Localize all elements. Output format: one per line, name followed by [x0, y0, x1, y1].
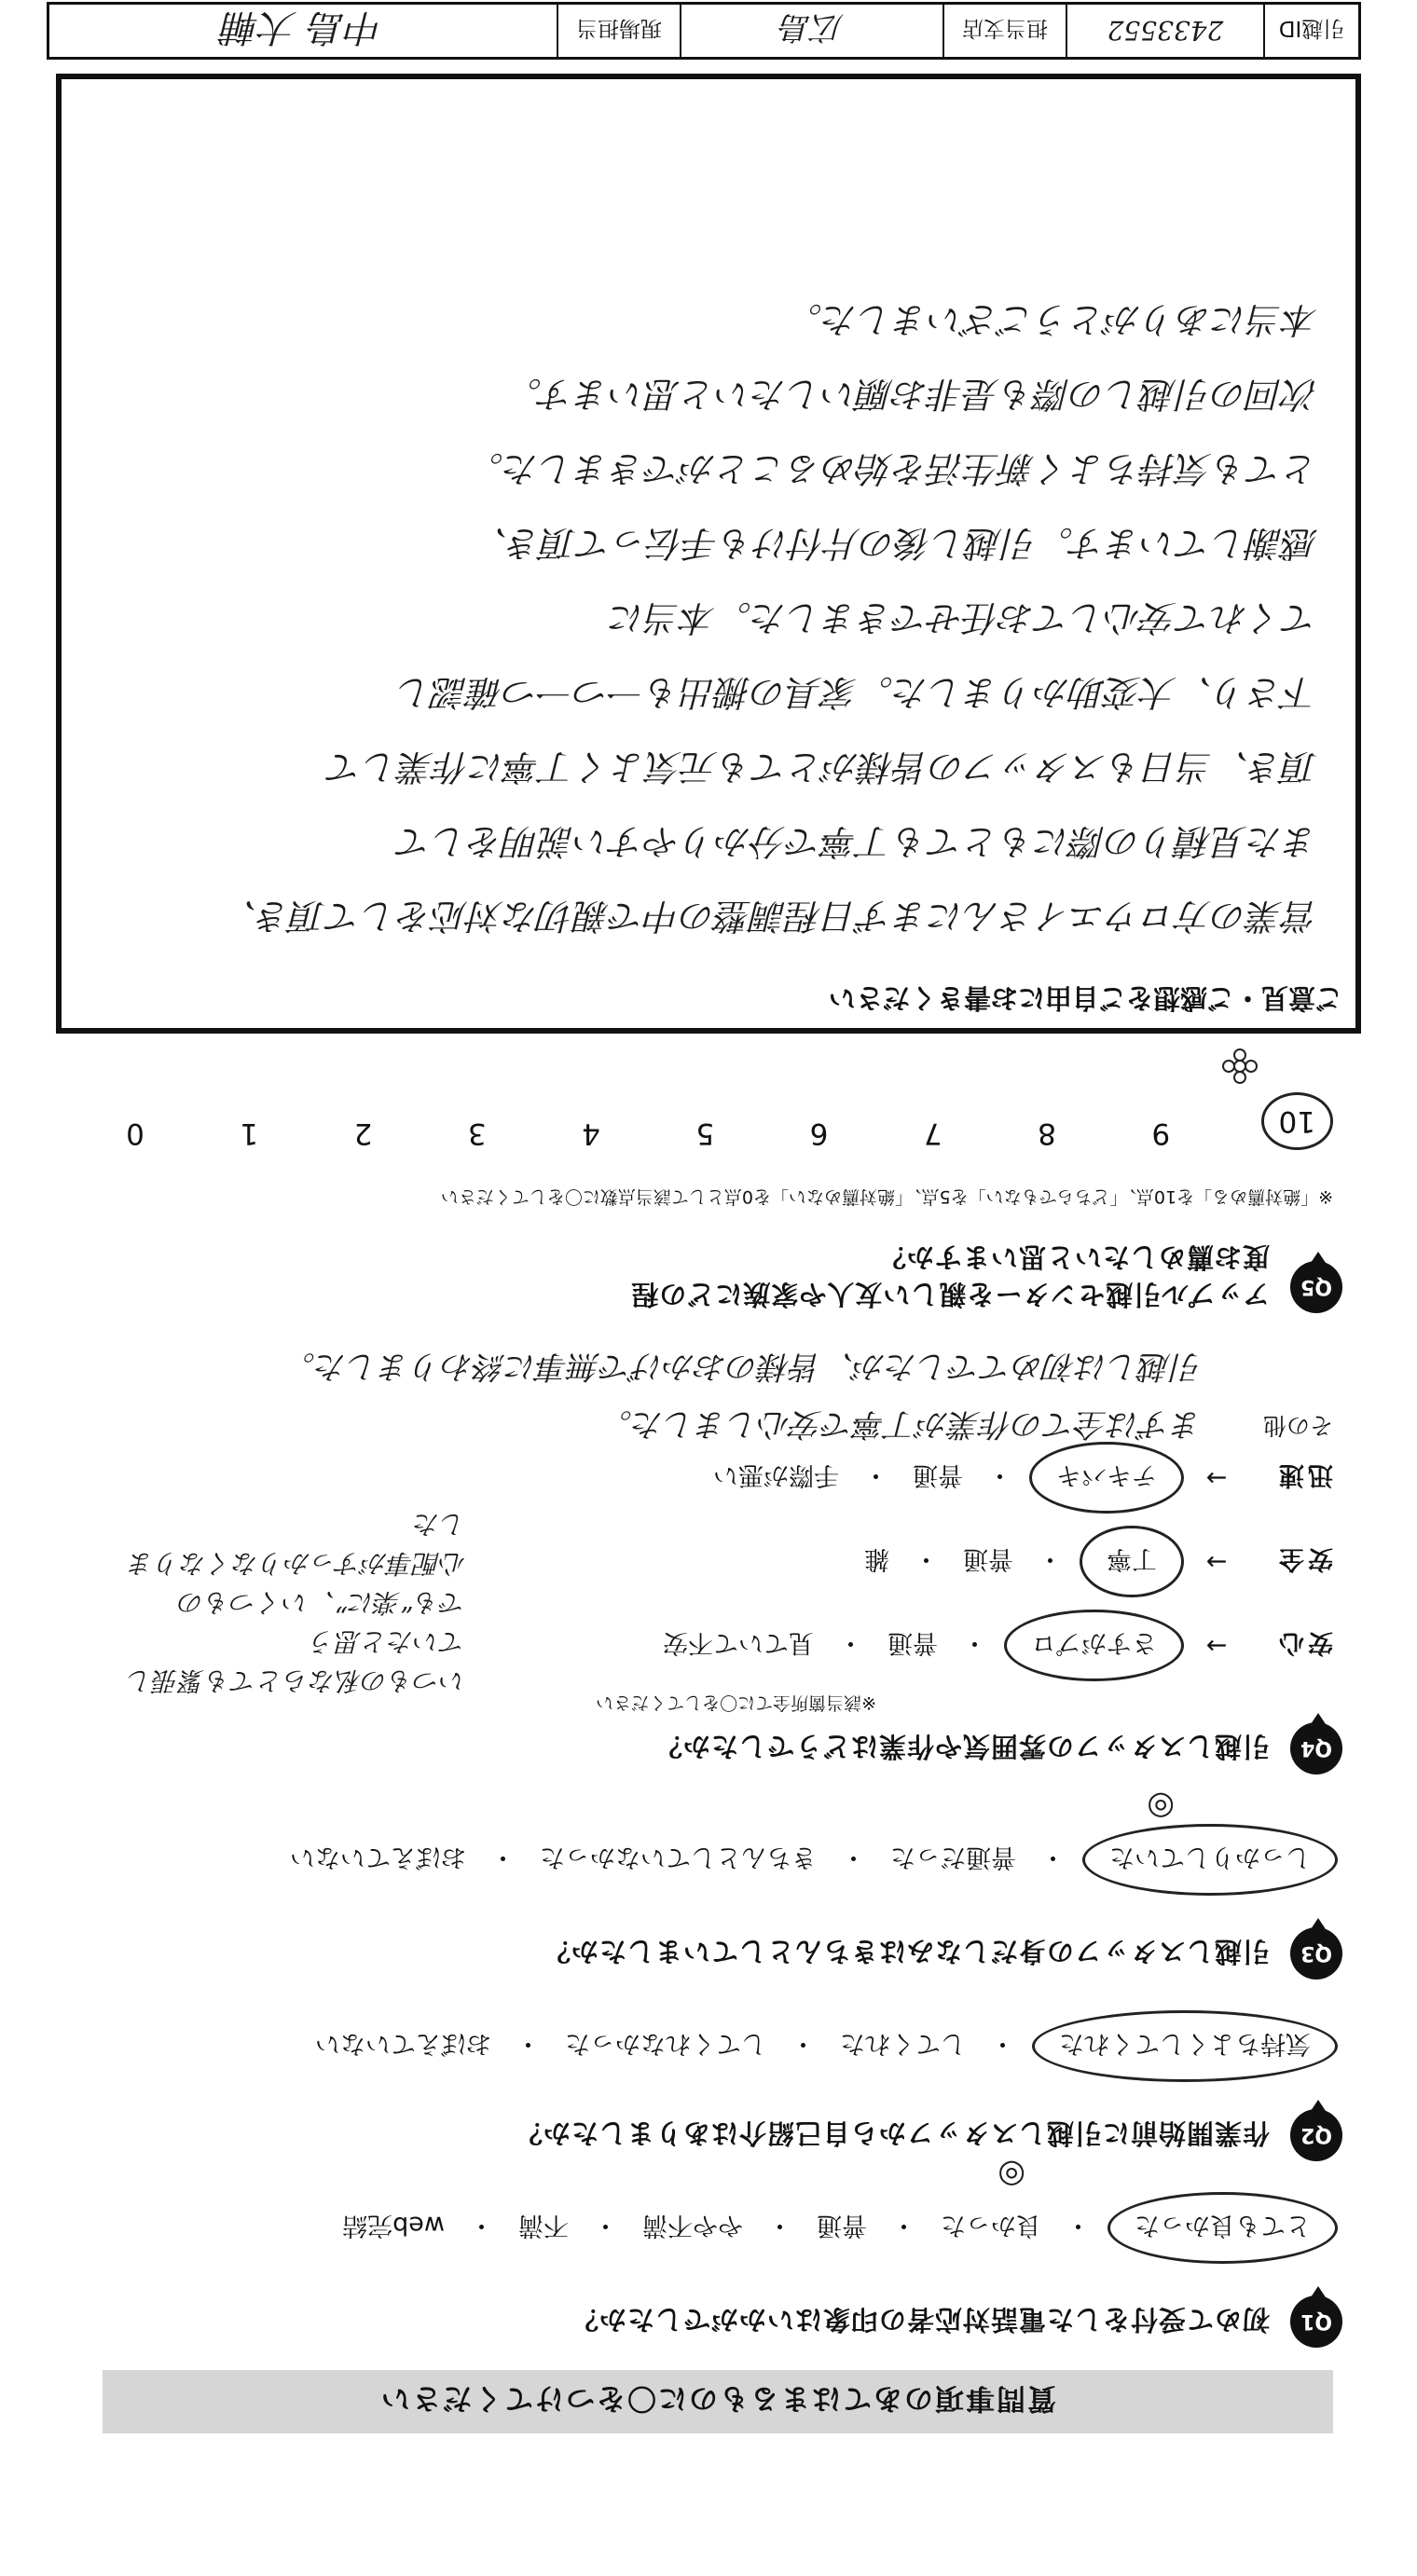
side-note-line: でも“楽に”、いくつもの	[178, 1587, 466, 1618]
q4-handwritten-side-note	[112, 1504, 466, 1700]
arrow-right-icon: →	[1205, 1463, 1228, 1492]
q4-row-speed: 迅速 → テキパキ ・ 普通 ・ 手際が悪い	[706, 1442, 1333, 1514]
q1-option-2[interactable]: 普通	[817, 2211, 867, 2240]
q5-text: アップル引越センターを親しい友人や家族にどの程度お薦めしたいと思いますか？	[630, 1241, 1270, 1310]
q4-row-safety: 安全 → 丁寧 ・ 普通 ・ 雑	[857, 1526, 1333, 1597]
q3-text: 引越しスタッフの身だしなみはきちんとしていましたか？	[542, 1936, 1270, 1968]
score-10[interactable]: 10	[1261, 1092, 1333, 1150]
id-value: 2433552	[1066, 5, 1263, 57]
score-4[interactable]: 4	[582, 1117, 600, 1150]
branch-label: 担当支店	[942, 5, 1066, 57]
q2-badge: Q2	[1290, 2109, 1342, 2161]
q1-option-4[interactable]: 不満	[518, 2211, 569, 2240]
q3-option-3[interactable]: おぼえていない	[290, 1843, 466, 1871]
q1-option-1[interactable]: 良かった	[941, 2211, 1041, 2240]
q4-row-1-option-0[interactable]: 丁寧	[1080, 1526, 1184, 1597]
free-comment-title: ご意見・ご感想をご自由にお書きください	[828, 982, 1342, 1014]
q2-text: 作業開始前に引越しスタッフから自己紹介はありましたか？	[514, 2117, 1270, 2150]
q4-note: ※該当箇所全てに〇をしてください	[596, 1692, 876, 1713]
question-4	[75, 1722, 1342, 1774]
q1-option-5[interactable]: web完結	[342, 2211, 445, 2240]
branch-value: 広島	[680, 5, 942, 57]
side-note-line: いつもの私ならとても緊張していたと思う	[126, 1626, 466, 1696]
comment-line: また見積りの際にもとても丁寧で分かりやすい説明をして	[396, 821, 1318, 862]
q4-row-1-option-1[interactable]: 普通	[963, 1544, 1013, 1573]
q4-row-0-category: 安心	[1275, 1628, 1333, 1657]
q1-options: とても良かった ・ 良かった ・ 普通 ・ やや不満 ・ 不満 ・ web完結	[70, 2192, 1338, 2264]
q2-option-0[interactable]: 気持ちよくしてくれた	[1032, 2010, 1338, 2082]
free-comment-box	[56, 74, 1361, 1034]
q4-row-2-option-2[interactable]: 手際が悪い	[713, 1460, 839, 1489]
comment-line: てくれて安心してお任せできました。本当に	[609, 597, 1318, 638]
q3-options: しっかりしていた ・ 普通だった ・ きちんとしていなかった ・ おぼえていない	[70, 1824, 1338, 1896]
question-2	[75, 2109, 1342, 2161]
q3-option-0[interactable]: しっかりしていた	[1082, 1824, 1338, 1896]
leader-value: 中島 大輔	[222, 6, 384, 49]
other-text-line: まずは全ての作業が丁寧で安心しました。	[600, 1405, 1203, 1443]
leader-label: 現場担当	[557, 5, 680, 57]
q3-option-2[interactable]: きちんとしていなかった	[540, 1843, 817, 1871]
flower-doodle-icon	[1221, 1048, 1259, 1085]
q1-double-circle-mark: ◎	[997, 2157, 1025, 2194]
q4-badge: Q4	[1290, 1722, 1342, 1774]
q5-score-scale	[121, 1092, 1333, 1150]
q4-row-0-option-0[interactable]: さすがプロ	[1004, 1610, 1184, 1681]
q3-badge: Q3	[1290, 1927, 1342, 1980]
arrow-right-icon: →	[1205, 1547, 1228, 1576]
q4-text: 引越しスタッフの雰囲気や作業はどうでしたか？	[653, 1731, 1270, 1763]
q1-text: 初めて受付をした電話対応者の印象はいかがでしたか？	[570, 2304, 1270, 2336]
question-3	[75, 1927, 1342, 1980]
comment-line: 本当にありがとうございました。	[786, 299, 1318, 340]
comment-line: 感謝しています。引越し後の片付けも手伝って頂き、	[472, 523, 1318, 564]
score-8[interactable]: 8	[1038, 1117, 1056, 1150]
other-text-line: 引越しは初めてでしたが、皆様のおかげで無事に終わりました。	[283, 1348, 1203, 1385]
instruction-banner: 質問事項のあてはまるものに〇をつけてください	[103, 2370, 1333, 2433]
q4-row-2-category: 迅速	[1275, 1460, 1333, 1489]
question-1	[75, 2295, 1342, 2348]
score-6[interactable]: 6	[809, 1117, 829, 1150]
score-5[interactable]: 5	[695, 1117, 715, 1150]
q4-row-2-option-1[interactable]: 普通	[913, 1460, 963, 1489]
free-comment-text	[88, 282, 1318, 953]
q5-note: ※「絶対薦める」を10点、「どちらでもない」を5点、「絶対薦めない」を0点として該当点数に〇をしてください	[440, 1186, 1333, 1207]
q2-options: 気持ちよくしてくれた ・ してくれた ・ してくれなかった ・ おぼえていない	[70, 2010, 1338, 2082]
q1-badge: Q1	[1290, 2295, 1342, 2348]
score-3[interactable]: 3	[467, 1117, 487, 1150]
q4-row-safety-feel: 安心 → さすがプロ ・ 普通 ・ 見ていて不安	[655, 1610, 1333, 1681]
footer-info-table	[47, 2, 1361, 60]
score-1[interactable]: 1	[240, 1117, 259, 1150]
q3-option-1[interactable]: 普通だった	[890, 1843, 1016, 1871]
q1-option-3[interactable]: やや不満	[642, 2211, 743, 2240]
q4-other-label: その他	[1262, 1412, 1333, 1439]
comment-line: 次回の引越しの際も是非お願いしたいと思います。	[506, 374, 1318, 415]
q5-badge: Q5	[1290, 1261, 1342, 1313]
arrow-right-icon: →	[1205, 1631, 1228, 1660]
q4-other-text	[103, 1337, 1203, 1453]
comment-line: 下さり、大変助かりました。家具の搬出も一つ一つ確認し	[396, 672, 1318, 713]
q4-row-1-option-2[interactable]: 雑	[864, 1544, 889, 1573]
score-0[interactable]: 0	[126, 1117, 144, 1150]
comment-line: 営業の方ロウエイさんにまず日程調整の中で親切な対応をして頂き、	[221, 896, 1318, 937]
q4-row-0-option-1[interactable]: 普通	[887, 1628, 938, 1657]
score-7[interactable]: 7	[923, 1117, 942, 1150]
question-5	[75, 1239, 1342, 1313]
q4-row-1-category: 安全	[1275, 1544, 1333, 1573]
q1-option-0[interactable]: とても良かった	[1107, 2192, 1338, 2264]
score-2[interactable]: 2	[353, 1117, 373, 1150]
q4-row-0-option-2[interactable]: 見ていて不安	[663, 1628, 814, 1657]
q2-option-2[interactable]: してくれなかった	[565, 2029, 766, 2058]
score-9[interactable]: 9	[1151, 1117, 1171, 1150]
comment-line: 頂き、当日もスタッフの皆様がとても元気よく丁寧に作業して	[327, 747, 1318, 788]
id-label: 引越ID	[1263, 5, 1358, 57]
comment-line: とても気持ちよく新生活を始めることができました。	[467, 448, 1318, 489]
q2-option-3[interactable]: おぼえていない	[315, 2029, 491, 2058]
q3-double-circle-mark: ◎	[1147, 1788, 1175, 1826]
q4-row-2-option-0[interactable]: テキパキ	[1029, 1442, 1184, 1514]
side-note-line: 心配事がすっかりなくなりました	[128, 1509, 466, 1579]
q2-option-1[interactable]: してくれた	[840, 2029, 966, 2058]
